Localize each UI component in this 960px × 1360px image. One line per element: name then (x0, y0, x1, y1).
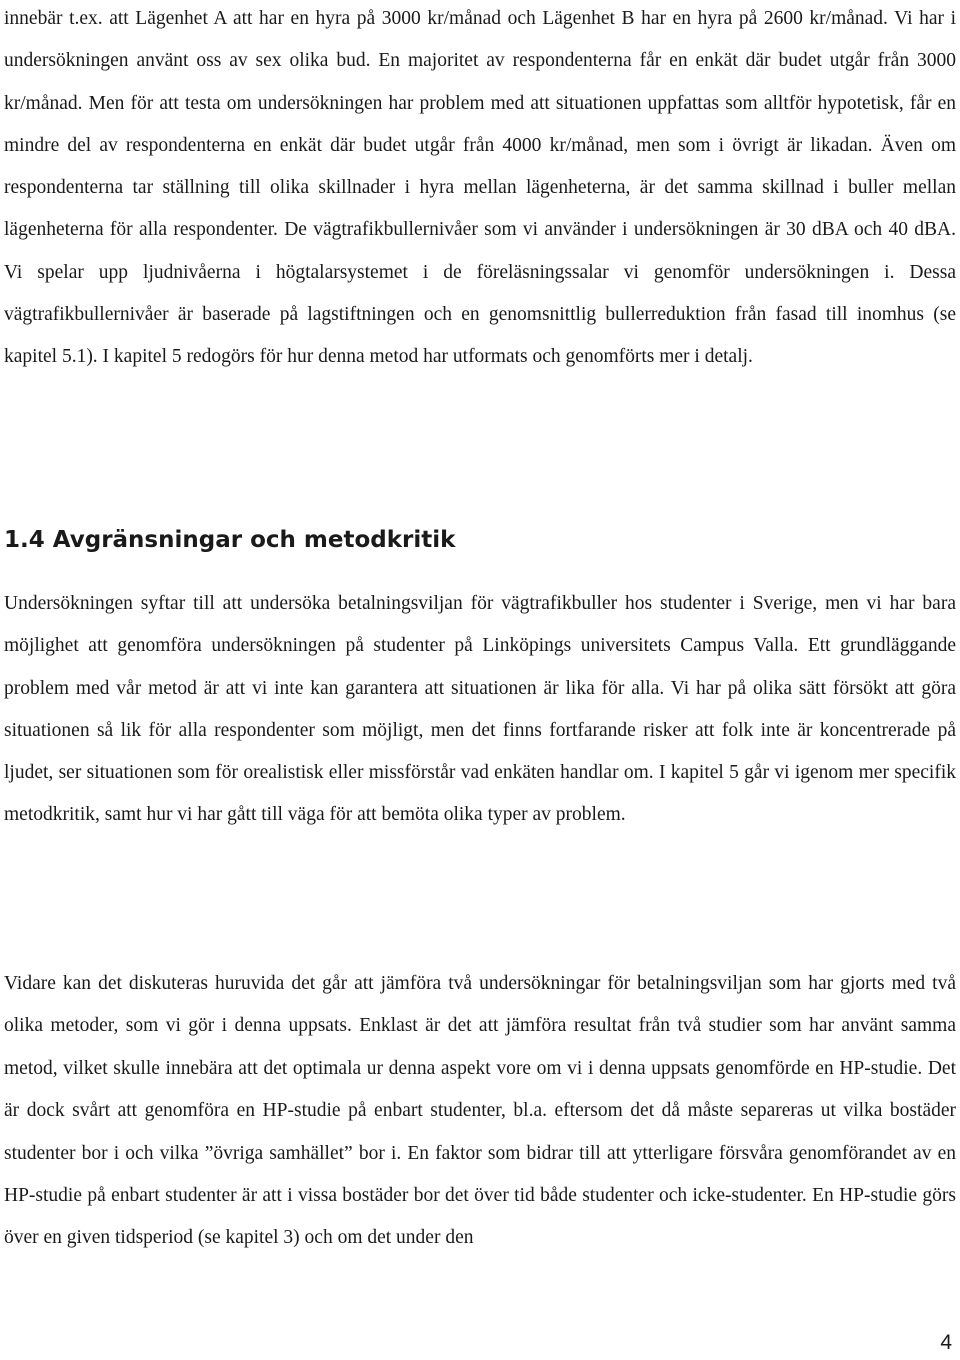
page-number: 4 (940, 1331, 952, 1354)
section-heading: 1.4 Avgränsningar och metodkritik (4, 527, 456, 553)
body-paragraph-limitations: Undersökningen syftar till att undersöka betalningsviljan för vägtrafikbuller hos studenter i Sverige, men vi har bara möjlighet att genomföra undersökningen på studenter på Linköpings universitets Campus Valla. Ett grundläggande problem med vår metod är att vi inte kan garantera att situationen är lika för alla. Vi har på olika sätt försökt att göra situationen så lik för alla respondenter som möjligt, men det finns fortfarande risker att folk inte är koncentrerade på ljudet, ser situationen som för orealistisk eller missförstår vad enkäten handlar om. I kapitel 5 går vi igenom mer specifik metodkritik, samt hur vi har gått till väga för att bemöta olika typer av problem. (4, 593, 956, 826)
body-paragraph-comparison: Vidare kan det diskuteras huruvida det går att jämföra två undersökningar för betalningsviljan som har gjorts med två olika metoder, som vi gör i denna uppsats. Enklast är det att jämföra resultat från två studier som har använt samma metod, vilket skulle innebära att det optimala ur denna aspekt vore om vi i denna uppsats genomförde en HP-studie. Det är dock svårt att genomföra en HP-studie på enbart studenter, bl.a. eftersom det då måste separeras ut vilka bostäder studenter bor i och vilka ”övriga samhället” bor i. En faktor som bidrar till att ytterligare försvåra genomförandet av en HP-studie på enbart studenter är att i vissa bostäder bor det över tid både studenter och icke-studenter. En HP-studie görs över en given tidsperiod (se kapitel 3) och om det under den (4, 973, 956, 1249)
document-page (4, 0, 956, 1360)
body-paragraph-intro: innebär t.ex. att Lägenhet A att har en hyra på 3000 kr/månad och Lägenhet B har en hyra på 2600 kr/månad. Vi har i undersökningen använt oss av sex olika bud. En majoritet av respondenterna får en enkät där budet utgår från 3000 kr/månad. Men för att testa om undersökningen har problem med att situationen uppfattas som alltför hypotetisk, får en mindre del av respondenterna en enkät där budet utgår från 4000 kr/månad, men som i övrigt är likadan. Även om respondenterna tar ställning till olika skillnader i hyra mellan lägenheterna, är det samma skillnad i buller mellan lägenheterna för alla respondenter. De vägtrafikbullernivåer som vi använder i undersökningen är 30 dBA och 40 dBA. Vi spelar upp ljudnivåerna i högtalarsystemet i de föreläsningssalar vi genomför undersökningen i. Dessa vägtrafikbullernivåer är baserade på lagstiftningen och en genomsnittlig bullerreduktion från fasad till inomhus (se kapitel 5.1). I kapitel 5 redogörs för hur denna metod har utformats och genomförts mer i detalj. (4, 8, 956, 368)
